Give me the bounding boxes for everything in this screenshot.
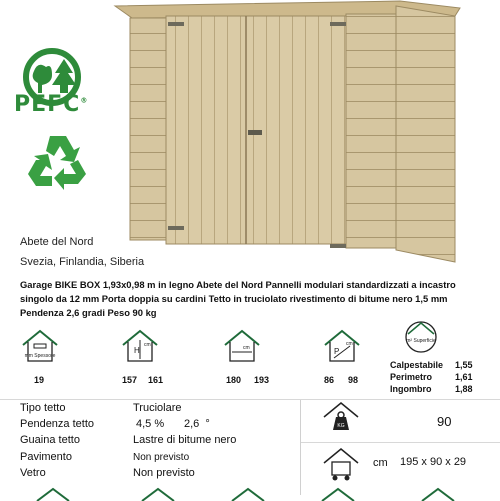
bottom-house-icon-1 [35, 487, 71, 501]
surface-icon [400, 318, 442, 356]
bottom-house-icon-2 [140, 487, 176, 501]
dimensions-unit: cm [373, 457, 388, 469]
table-mid-divider [300, 442, 500, 443]
row-label-tipo-tetto: Tipo tetto [20, 402, 66, 414]
product-description: Garage BIKE BOX 1,93x0,98 m in legno Abete del Nord Pannelli modulari standardizzati a incastro singolo da 12 mm Porta doppia su cardini Tetto in truciolato rivestimento di bitume nero 1,5 mm Pendenza 2,6 gradi Peso 90 kg [20, 279, 456, 318]
surface-label-perimetro: Perimetro [390, 372, 433, 382]
wood-type: Abete del Nord [20, 236, 94, 248]
height-icon [120, 328, 160, 364]
surface-value-calpestabile: 1,55 [455, 360, 473, 370]
depth-value-a: 86 [324, 375, 335, 385]
surface-value-perimetro: 1,61 [455, 372, 473, 382]
height-value-b: 161 [148, 375, 164, 385]
bottom-house-icon-3 [230, 487, 266, 501]
row-label-guaina-tetto: Guaina tetto [20, 434, 80, 446]
width-value-b: 193 [254, 375, 270, 385]
width-value-a: 180 [226, 375, 242, 385]
width-icon [222, 328, 262, 364]
row-value-pavimento: Non previsto [133, 452, 190, 463]
dimensions-value: 195 x 90 x 29 [400, 456, 467, 468]
row-value-vetro: Non previsto [133, 467, 195, 479]
row-label-pavimento: Pavimento [20, 451, 72, 463]
weight-icon [322, 400, 360, 438]
depth-icon [322, 328, 362, 364]
svg-text:KG: KG [337, 423, 345, 429]
weight-value: 90 [437, 414, 452, 429]
row-value-guaina-tetto: Lastre di bitume nero [133, 434, 237, 446]
wall-thickness-icon [20, 328, 60, 364]
wood-regions: Svezia, Finlandia, Siberia [20, 256, 145, 268]
surface-label-calpestabile: Calpestabile [390, 360, 444, 370]
svg-text:cm: cm [346, 341, 353, 347]
svg-text:mm Spessore: mm Spessore [24, 353, 56, 359]
surface-value-ingombro: 1,88 [455, 384, 473, 394]
table-column-divider [300, 400, 301, 495]
svg-text:m² Superficie: m² Superficie [406, 338, 436, 344]
row-value-tipo-tetto: Truciolare [133, 402, 182, 414]
svg-text:cm: cm [144, 342, 151, 348]
package-dimensions-icon [322, 446, 360, 484]
svg-text:P: P [334, 347, 340, 356]
svg-text:cm: cm [243, 345, 250, 351]
wall-thickness-value: 19 [34, 375, 45, 385]
pefc-wordmark: PEFC® [14, 92, 89, 117]
bottom-house-icon-5 [420, 487, 456, 501]
wooden-shed-image [110, 0, 475, 272]
row-value-pendenza-deg: 2,6 ° [184, 418, 210, 430]
height-value-a: 157 [122, 375, 138, 385]
bottom-house-icon-4 [320, 487, 356, 501]
surface-label-ingombro: Ingombro [390, 384, 432, 394]
depth-value-b: 98 [348, 375, 359, 385]
row-label-vetro: Vetro [20, 467, 46, 479]
svg-text:H: H [134, 346, 140, 355]
table-top-divider [0, 399, 500, 400]
row-value-pendenza-pct: 4,5 % [136, 418, 165, 430]
recycle-icon [28, 130, 88, 192]
row-label-pendenza-tetto: Pendenza tetto [20, 418, 95, 430]
